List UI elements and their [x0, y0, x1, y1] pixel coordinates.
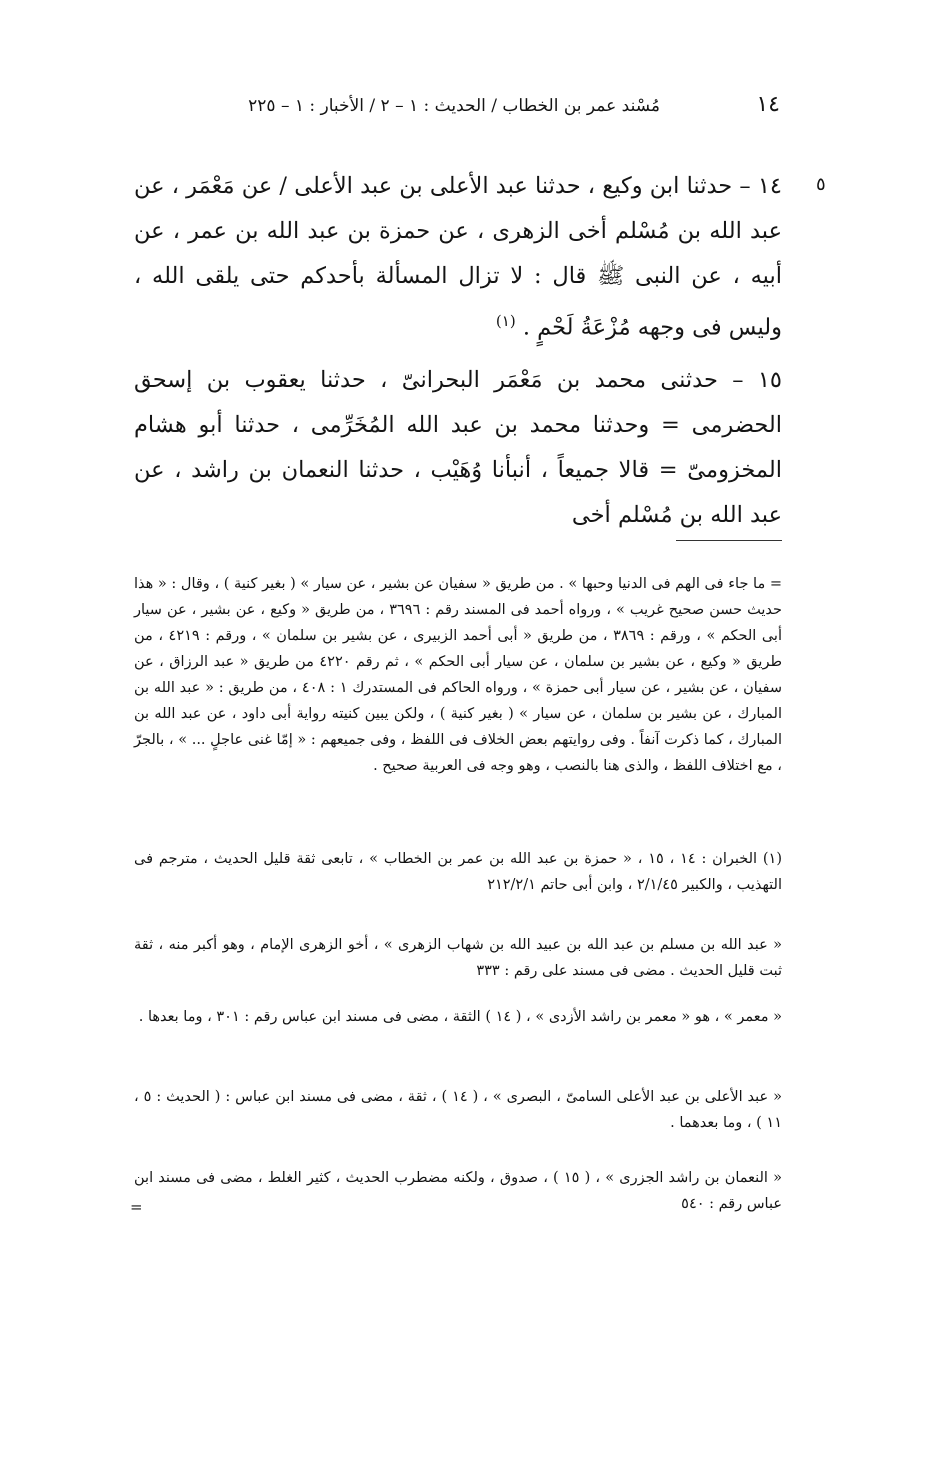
page-header — [140, 92, 780, 122]
running-head: مُسْند عمر بن الخطاب / الحديث : ١ – ٢ / الأخبار : ١ – ٢٢٥ — [248, 96, 660, 116]
hadith-15-paragraph — [134, 358, 782, 538]
footnote-narrator-abdullah: « عبد الله بن مسلم بن عبد الله بن عبيد الله بن شهاب الزهرى » ، أخو الزهرى الإمام ، وهو أكبر منه ، ثقة ثبت قليل الحديث . مضى فى مسند على رقم : ٣٣٣ — [134, 937, 782, 979]
line-number-mark: ٥ — [816, 174, 826, 195]
hadith-15-text: ١٥ – حدثنى محمد بن مَعْمَر البحرانىّ ، حدثنا يعقوب بن إسحق الحضرمى = وحدثنا محمد بن عبد الله المُخَرِّمى ، حدثنا أبو هشام المخزومىّ = قالا جميعاً ، أنبأنا وُهَيْب ، حدثنا النعمان بن راشد ، عن عبد الله بن مُسْلم أخى — [134, 367, 782, 528]
footnote-narrator-abdulala: « عبد الأعلى بن عبد الأعلى السامىّ ، البصرى » ، ( ١٤ ) ، ثقة ، مضى فى مسند ابن عباس : ( الحديث : ٥ ، ١١ ) ، وما بعدهما . — [134, 1089, 782, 1131]
hadith-14-paragraph — [134, 164, 782, 351]
continuation-mark: = — [130, 1198, 143, 1216]
footnote-continued: = ما جاء فى الهم فى الدنيا وحبها » . من طريق « سفيان عن بشير ، عن سيار » ( بغير كنية ) ، وقال : « هذا حديث حسن صحيح غريب » ، ورواه أحمد فى المسند رقم : ٣٦٩٦ ، من طريق « وكيع ، عن بشير ، عن سيار أبى الحكم » ، ورقم : ٣٨٦٩ ، من طريق « أبى أحمد الزبيرى ، عن بشير بن سلمان » ، ورقم : ٤٢١٩ ، من طريق « وكيع ، عن بشير بن سلمان ، عن سيار أبى الحكم » ، ثم رقم ٤٢٢٠ من طريق « عبد الرزاق ، عن سفيان ، عن بشير ، عن سيار أبى حمزة » ، ورواه الحاكم فى المستدرك ١ : ٤٠٨ ، من طريق : « عبد الله بن المبارك ، عن بشير بن سلمان ، عن سيار » ( بغير كنية ) ، ولكن يبين كنيته رواية أبى داود ، عن عبد الله بن المبارك ، كما ذكرت آنفاً . وفى روايتهم بعض الخلاف فى اللفظ ، وفى جميعهم : « إمّا غنى عاجلٍ ... » ، بالجرّ ، مع اختلاف اللفظ ، والذى هنا بالنصب ، وهو وجه فى العربية صحيح . — [134, 576, 783, 774]
footnote-narrator-numan: « النعمان بن راشد الجزرى » ، ( ١٥ ) ، صدوق ، ولكنه مضطرب الحديث ، كثير الغلط ، مضى فى مسند ابن عباس رقم : ٥٤٠ — [134, 1170, 782, 1212]
footnote-ref-1: (١) — [495, 312, 516, 330]
footnote-1: (١) الخبران : ١٤ ، ١٥ ، « حمزة بن عبد الله بن عمر بن الخطاب » ، تابعى ثقة قليل الحديث ، مترجم فى التهذيب ، والكبير ٢/١/٤٥ ، وابن أبى حاتم ٢١٢/٢/١ — [134, 851, 782, 893]
footnote-separator — [676, 540, 782, 541]
page-number: ١٤ — [756, 92, 780, 117]
footnote-narrator-mamar: « معمر » ، هو « معمر بن راشد الأزدى » ، ( ١٤ ) الثقة ، مضى فى مسند ابن عباس رقم : ٣٠١ ، وما بعدها . — [138, 1009, 782, 1025]
hadith-14-text: ١٤ – حدثنا ابن وكيع ، حدثنا عبد الأعلى بن عبد الأعلى / عن مَعْمَر ، عن عبد الله بن مُسْلم أخى الزهرى ، عن حمزة بن عبد الله بن عمر ، عن أبيه ، عن النبى ﷺ قال : لا تزال المسألة بأحدكم حتى يلقى الله ، وليس فى وجهه مُزْعَةُ لَحْمٍ . — [134, 173, 782, 341]
